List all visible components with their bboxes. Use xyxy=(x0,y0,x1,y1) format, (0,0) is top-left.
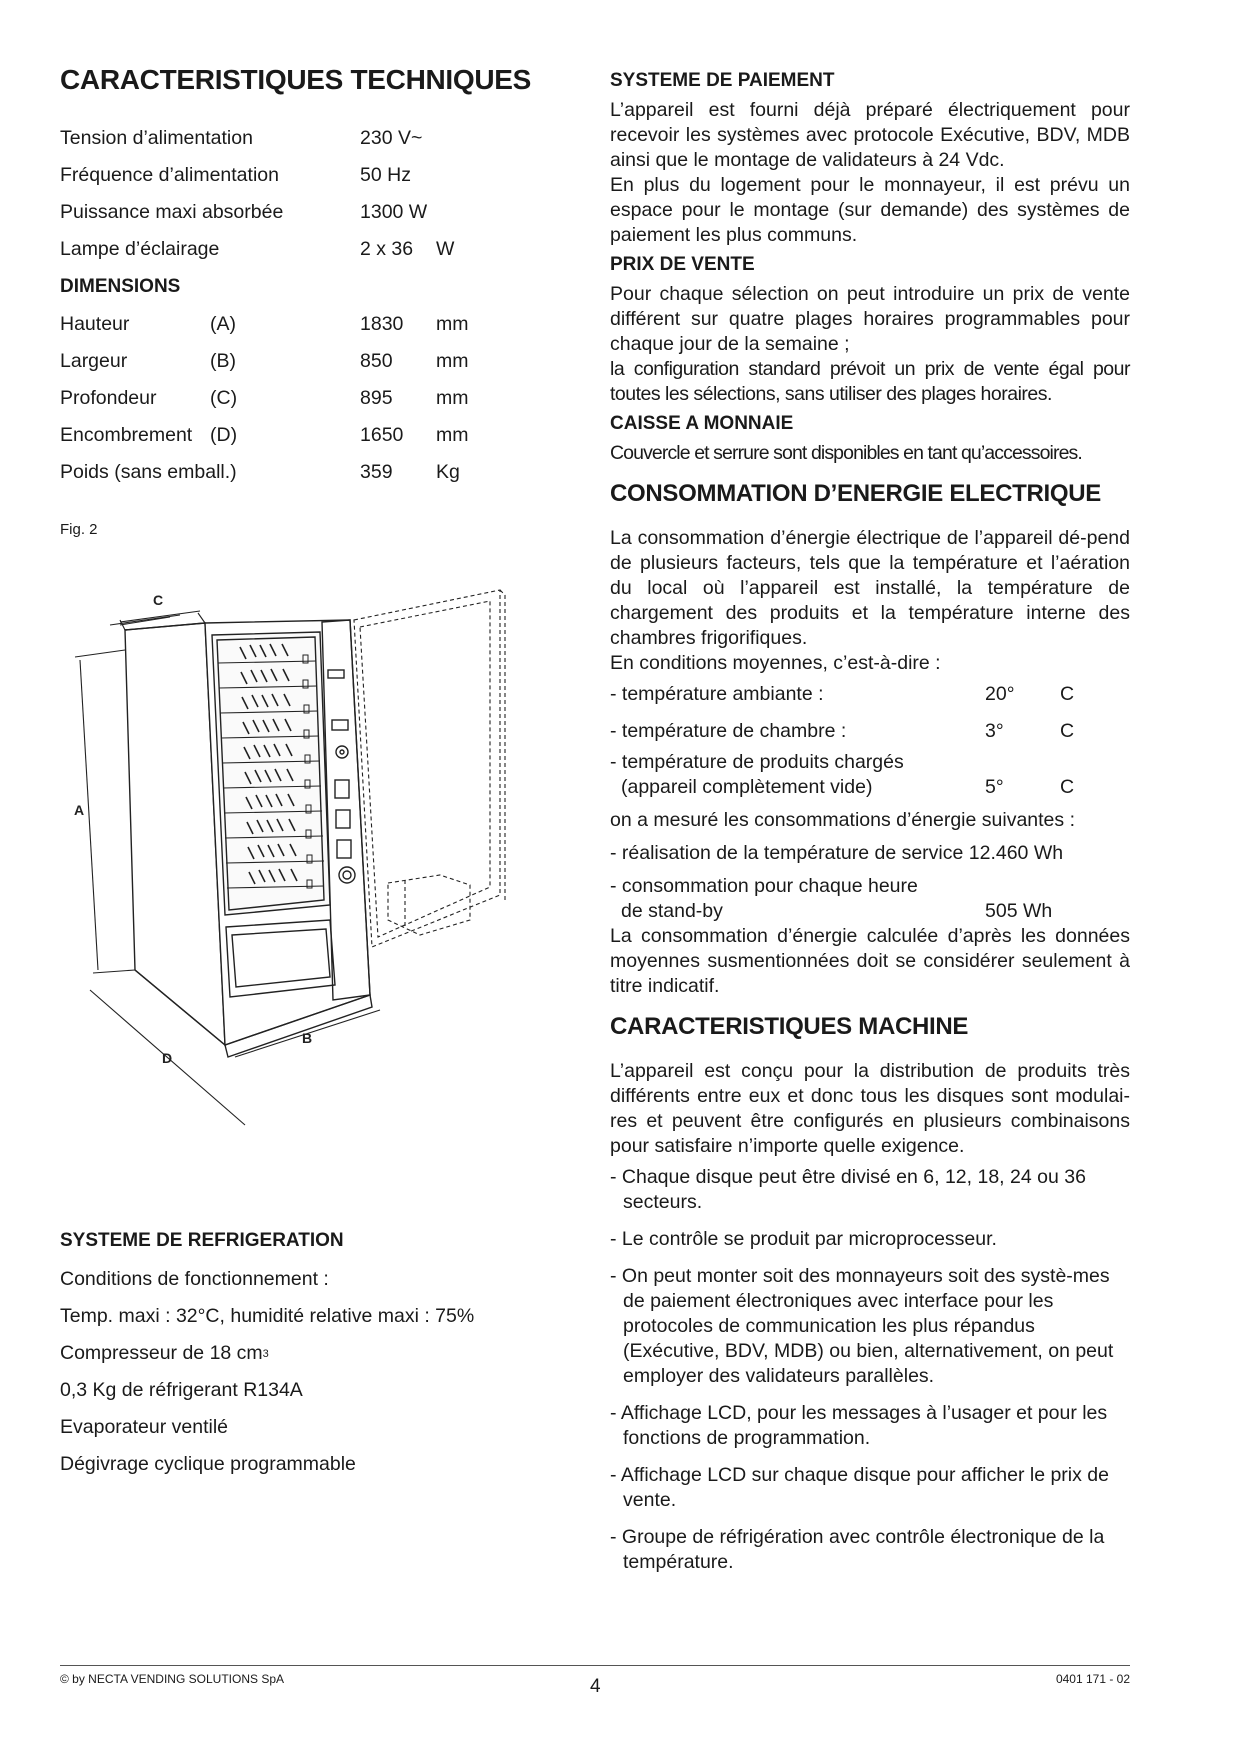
left-column xyxy=(60,64,580,538)
machine-bullet: - On peut monter soit des monnayeurs soit des systè-mes de paiement électroniques avec interface pour les protocoles de communication les plus répandus (Exécutive, BDV, MDB) ou bien, alternativement, on peut employer des validateurs parallèles. xyxy=(610,1265,1114,1387)
payment-paragraph-2: En plus du logement pour le monnayeur, il est prévu un espace pour le montage (sur demande) des systèmes de paiement les plus communs. xyxy=(610,174,1130,246)
condition-row xyxy=(610,713,1130,750)
spec-value: 50 Hz xyxy=(360,164,411,186)
spec-label: Puissance maxi absorbée xyxy=(60,201,284,223)
machine-bullet: - Affichage LCD, pour les messages à l’usager et pour les fonctions de programmation. xyxy=(610,1402,1108,1449)
dimension-row xyxy=(60,306,580,343)
vending-machine-figure xyxy=(60,575,580,1135)
condition-label xyxy=(610,750,985,800)
footer-copyright: © by NECTA VENDING SOLUTIONS SpA xyxy=(60,1672,285,1686)
dimension-unit: mm xyxy=(436,424,469,446)
machine-section xyxy=(610,1013,1130,1575)
dimension-unit: mm xyxy=(436,350,469,372)
dimension-label: Encombrement xyxy=(60,424,193,446)
dimension-row xyxy=(60,454,580,491)
dimension-c-letter: C xyxy=(153,592,164,608)
dimension-key: (A) xyxy=(210,313,236,335)
dimension-label: Poids (sans emball.) xyxy=(60,461,237,483)
cashbox-paragraph: Couvercle et serrure sont disponibles en tant qu’accessoires. xyxy=(610,442,1082,464)
condition-label: - température ambiante : xyxy=(610,683,824,705)
dimension-label: Hauteur xyxy=(60,313,130,335)
dimension-label: Profondeur xyxy=(60,387,157,409)
dimension-value: 1830 xyxy=(360,313,404,335)
dimension-d-letter: D xyxy=(162,1050,173,1066)
cashbox-section xyxy=(610,413,1130,466)
price-paragraph-1: Pour chaque sélection on peut introduire un prix de vente différent sur quatre plages horaires programmables pour chaque jour de la semaine ; xyxy=(610,283,1130,355)
spec-row xyxy=(60,231,580,268)
measure-label-line-2: de stand-by xyxy=(621,900,723,922)
machine-heading: CARACTERISTIQUES MACHINE xyxy=(610,1013,969,1040)
condition-label-line-1: - température de produits chargés xyxy=(610,751,904,773)
energy-paragraph-2: En conditions moyennes, c’est-à-dire : xyxy=(610,652,941,674)
page-number: 4 xyxy=(590,1676,601,1697)
energy-measure-2 xyxy=(610,874,1130,924)
condition-value: 20° xyxy=(985,683,1015,705)
compressor-superscript: 3 xyxy=(262,1347,269,1360)
open-door-outline xyxy=(354,590,505,947)
dimension-unit: mm xyxy=(436,387,469,409)
measure-value: 505 Wh xyxy=(985,900,1053,922)
refrigeration-section xyxy=(60,1226,600,1483)
payment-heading: SYSTEME DE PAIEMENT xyxy=(610,70,835,91)
dimension-b-letter: B xyxy=(302,1030,313,1046)
condition-label-line-2: (appareil complètement vide) xyxy=(621,776,873,798)
spec-row xyxy=(60,157,580,194)
dimensions-heading: DIMENSIONS xyxy=(60,276,181,297)
energy-heading: CONSOMMATION D’ENERGIE ELECTRIQUE xyxy=(610,480,1102,507)
refrigeration-defrost: Dégivrage cyclique programmable xyxy=(60,1453,356,1475)
compressor-text: Compresseur de 18 cm xyxy=(60,1342,263,1364)
dimension-key: (B) xyxy=(210,350,236,372)
dimensions-heading-wrap xyxy=(60,268,580,306)
energy-measure-1: - réalisation de la température de service 12.460 Wh xyxy=(610,842,1064,864)
spec-row xyxy=(60,120,580,157)
dimension-label: Largeur xyxy=(60,350,128,372)
condition-unit: C xyxy=(1060,683,1075,705)
vending-machine-drawing xyxy=(60,575,580,1135)
price-section xyxy=(610,254,1130,407)
spec-value: 1300 W xyxy=(360,201,428,223)
machine-bullet: - Chaque disque peut être divisé en 6, 12, 18, 24 ou 36 secteurs. xyxy=(610,1166,1086,1213)
payment-paragraph-1: L’appareil est fourni déjà préparé électriquement pour recevoir les systèmes avec protocole Exécutive, BDV, MDB ainsi que le montage de validateurs à 24 Vdc. xyxy=(610,99,1130,171)
condition-unit: C xyxy=(1060,776,1075,798)
spec-unit: W xyxy=(436,238,455,260)
payment-section xyxy=(610,70,1130,248)
price-heading: PRIX DE VENTE xyxy=(610,254,755,275)
dimension-value: 895 xyxy=(360,387,393,409)
figure-caption: Fig. 2 xyxy=(60,521,98,538)
refrigeration-heading: SYSTEME DE REFRIGERATION xyxy=(60,1230,344,1251)
energy-paragraph-3: on a mesuré les consommations d’énergie suivantes : xyxy=(610,809,1075,831)
condition-row xyxy=(610,750,1130,800)
spec-row xyxy=(60,194,580,231)
energy-section xyxy=(610,480,1130,999)
dimension-row xyxy=(60,417,580,454)
dimensions-table xyxy=(60,306,580,491)
dimension-key: (C) xyxy=(210,387,238,409)
dimension-key: (D) xyxy=(210,424,238,446)
dimension-row xyxy=(60,380,580,417)
machine-bullet: - Le contrôle se produit par microprocesseur. xyxy=(610,1228,997,1250)
refrigeration-refrigerant: 0,3 Kg de réfrigerant R134A xyxy=(60,1379,303,1401)
cashbox-heading: CAISSE A MONNAIE xyxy=(610,413,794,434)
energy-paragraph-4: La consommation d’énergie calculée d’après les données moyennes susmentionnées doit se considérer seulement à titre indicatif. xyxy=(610,925,1130,997)
condition-label: - température de chambre : xyxy=(610,720,847,742)
price-paragraph-2: la configuration standard prévoit un prix de vente égal pour toutes les sélections, sans utiliser des plages horaires. xyxy=(610,358,1130,405)
machine-bullet: - Affichage LCD sur chaque disque pour afficher le prix de vente. xyxy=(610,1464,1109,1511)
spec-table xyxy=(60,120,580,268)
refrigeration-temp: Temp. maxi : 32°C, humidité relative maxi : 75% xyxy=(60,1305,475,1327)
spec-label: Tension d’alimentation xyxy=(60,127,253,149)
spec-label: Fréquence d’alimentation xyxy=(60,164,279,186)
condition-unit: C xyxy=(1060,720,1075,742)
footer-divider xyxy=(60,1665,1130,1666)
footer-doc-code: 0401 171 - 02 xyxy=(1055,1672,1130,1686)
condition-row xyxy=(610,676,1130,713)
spec-label: Lampe d’éclairage xyxy=(60,238,220,260)
dimension-unit: mm xyxy=(436,313,469,335)
measure-label xyxy=(610,874,985,924)
dimension-value: 1650 xyxy=(360,424,404,446)
energy-paragraph-1: La consommation d’énergie électrique de l’appareil dé-pend de plusieurs facteurs, tels que la température et l’aération du local où l’appareil est installé, la température de chargement des produits et la température interne des chambres frigorifiques. xyxy=(610,527,1130,649)
refrigeration-compressor xyxy=(60,1335,600,1372)
dimension-value: 359 xyxy=(360,461,393,483)
spec-value: 2 x 36 xyxy=(360,238,414,260)
spec-value: 230 V~ xyxy=(360,127,423,149)
page-title: CARACTERISTIQUES TECHNIQUES xyxy=(60,64,532,95)
machine-bullet: - Groupe de réfrigération avec contrôle électronique de la température. xyxy=(610,1526,1105,1573)
refrigeration-evaporator: Evaporateur ventilé xyxy=(60,1416,229,1438)
machine-paragraph: L’appareil est conçu pour la distribution de produits très différents entre eux et donc tous les disques sont modulai-res et peuvent être configurés en plusieurs combinaisons pour satisfaire n’importe quelle exigence. xyxy=(610,1060,1130,1157)
dimension-a-letter: A xyxy=(74,802,85,818)
refrigeration-conditions: Conditions de fonctionnement : xyxy=(60,1268,329,1290)
condition-value: 3° xyxy=(985,720,1004,742)
dimension-row xyxy=(60,343,580,380)
right-column xyxy=(610,70,1130,1587)
dimension-unit: Kg xyxy=(436,461,460,483)
measure-label-line-1: - consommation pour chaque heure xyxy=(610,875,918,897)
dimension-value: 850 xyxy=(360,350,393,372)
condition-value: 5° xyxy=(985,776,1004,798)
